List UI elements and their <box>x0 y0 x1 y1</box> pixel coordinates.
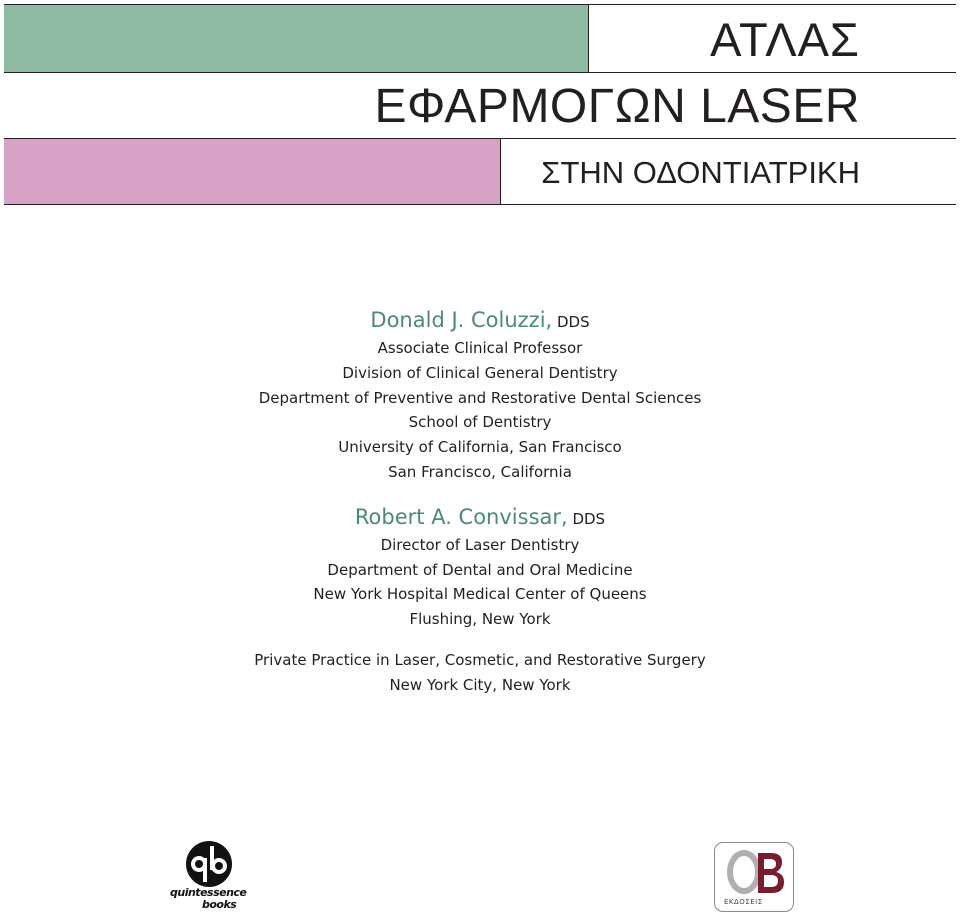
author2-affiliation-line: New York Hospital Medical Center of Queens <box>313 585 647 604</box>
author2-affiliation-line: Flushing, New York <box>409 610 551 629</box>
qb-wordmark-line2: books <box>202 898 237 911</box>
author-credits <box>0 306 960 698</box>
green-band <box>4 5 588 72</box>
ob-monogram-icon <box>722 848 786 898</box>
qb-wordmark-line1: quintessence <box>170 886 247 899</box>
author1-affiliation-line: University of California, San Francisco <box>338 438 622 457</box>
rule-under-green-band <box>4 72 956 73</box>
ob-caption: ΕΚΔΟΣΕΙΣ <box>724 898 763 906</box>
author1-affiliation-line: San Francisco, California <box>388 462 572 481</box>
author1-line <box>0 306 960 336</box>
author2-practice-line: New York City, New York <box>389 675 571 694</box>
title-laser-applications: ΕΦΑΡΜΟΓΩΝ LASER <box>374 80 860 133</box>
author1-affiliation-line: School of Dentistry <box>408 413 552 432</box>
author2-affiliation-line: Department of Dental and Oral Medicine <box>327 560 633 579</box>
green-band-divider <box>588 5 589 72</box>
title-atlas: ΑΤΛΑΣ <box>710 13 860 66</box>
author2-name: Robert A. Convissar, <box>354 504 568 529</box>
bottom-header-rule <box>4 204 956 205</box>
author1-affiliation-line: Associate Clinical Professor <box>377 339 583 357</box>
quintessence-books-logo <box>168 840 250 912</box>
title-in-dentistry: ΣΤΗΝ ΟΔΟΝΤΙΑΤΡΙΚΗ <box>541 155 860 190</box>
author1-degree: DDS <box>552 313 590 331</box>
qb-monogram-icon <box>168 840 250 890</box>
ob-publisher-logo <box>714 842 794 912</box>
author1-name: Donald J. Coluzzi, <box>370 308 553 332</box>
pink-band-divider <box>500 139 501 204</box>
author2-line <box>0 503 960 533</box>
author1-affiliation-line: Division of Clinical General Dentistry <box>342 363 618 382</box>
author1-affiliation-line: Department of Preventive and Restorative Dental Sciences <box>258 388 702 407</box>
author2-degree: DDS <box>567 509 606 528</box>
author2-affiliation-line: Director of Laser Dentistry <box>380 535 580 554</box>
pink-band <box>4 139 500 204</box>
author2-practice-line: Private Practice in Laser, Cosmetic, and Restorative Surgery <box>254 650 706 669</box>
